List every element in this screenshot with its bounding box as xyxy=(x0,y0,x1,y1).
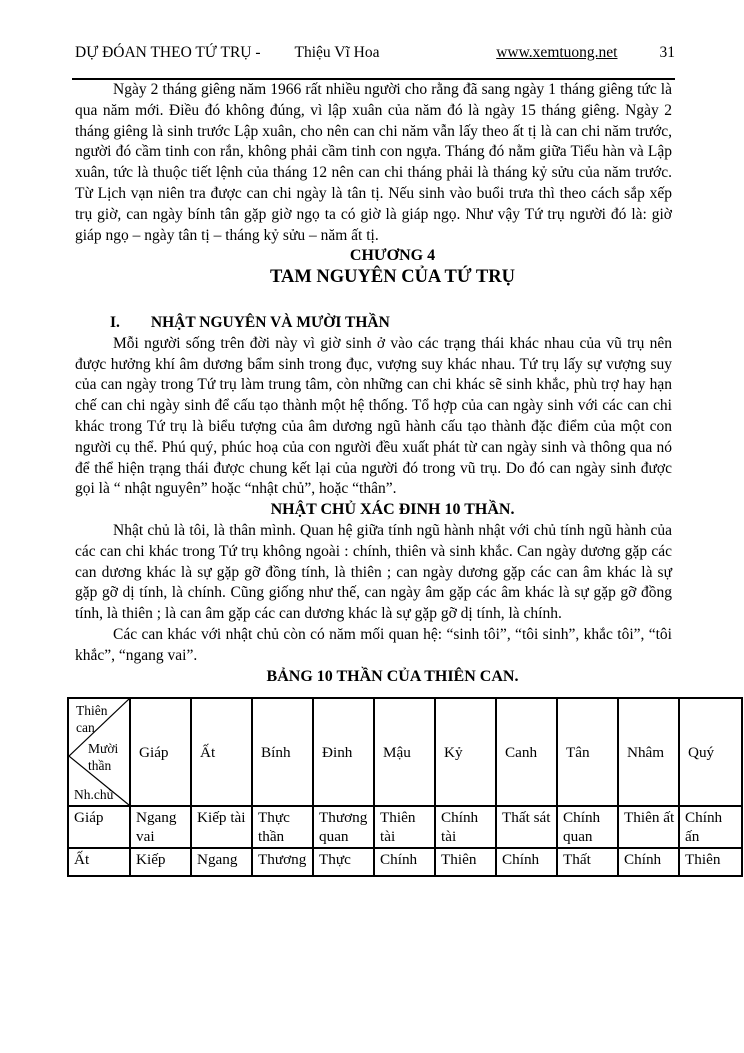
paragraph-2: Mỗi người sống trên đời này vì giờ sinh ở vào các trạng thái khác nhau của vũ trụ nên được hưởng khí âm dương bẩm sinh trong đục, vượng suy khác nhau. Tứ trụ lấy sự vượng suy của can ngày trong Tứ trụ làm trung tâm, còn những can chi khác sẽ sinh khắc, phù trợ hay hạn chế can chi ngày sinh để cấu tạo thành một hệ thống. Tổ hợp của can ngày sinh với các can chi khác trong Tứ trụ là biểu tượng của âm dương ngũ hành cấu tạo thành đặc điểm của một con người cụ thể. Phú quý, phúc hoạ của con người đều xuất phát từ can ngày sinh và thông qua nó để thể hiện trạng thái được chung kết lại của người đó trong vũ trụ. Do đó can ngày sinh được gọi là “ nhật nguyên” hoặc “nhật chủ”, hoặc “thân”. xyxy=(75,334,672,498)
corner-label-muoi-than: Mười thần xyxy=(88,741,119,773)
table-title: BẢNG 10 THẦN CỦA THIÊN CAN. xyxy=(266,667,519,685)
table-cell: Chính xyxy=(374,848,435,876)
book-author: Thiệu Vĩ Hoa xyxy=(294,44,380,61)
table-cell: Thiên ất xyxy=(618,806,679,848)
table-cell: Thiên xyxy=(679,848,742,876)
table-cell: Thực thần xyxy=(252,806,313,848)
corner-label-thien-can: Thiên can xyxy=(76,703,108,735)
row-label: Giáp xyxy=(68,806,130,848)
table-cell: Ngang vai xyxy=(130,806,191,848)
paragraph-3: Nhật chủ là tôi, là thân mình. Quan hệ giữa tính ngũ hành nhật với chủ tính ngũ hành của các can chi khác trong Tứ trụ không ngoài : chính, thiên và sinh khắc. Can ngày dương gặp các can dương khác là sự gặp gỡ đồng tính, là thiên ; can ngày dương gặp các can âm khác là sự gặp gỡ dị tính, là chính. Cũng giống như thế, can ngày âm gặp các âm khác là sự gặp gỡ đồng tính, là thiên ; là can âm gặp các can dương khác là sự gặp gỡ dị tính, là chính. xyxy=(75,521,672,623)
table-cell: Kiếp xyxy=(130,848,191,876)
table-cell: Chính quan xyxy=(557,806,618,848)
subheading: NHẬT CHỦ XÁC ĐINH 10 THẦN. xyxy=(270,501,515,519)
column-header: Giáp xyxy=(130,698,191,806)
table-cell: Thất xyxy=(557,848,618,876)
paragraph-1: Ngày 2 tháng giêng năm 1966 rất nhiều người cho rằng đã sang ngày 1 tháng giêng tức là qua năm mới. Điều đó không đúng, vì lập xuân của năm đó là ngày 15 tháng giêng. Ngày 2 tháng giêng là sinh trước Lập xuân, cho nên can chi năm vẫn lấy theo ất tị là can chi năm trước, người đó cầm tinh con rắn, không phải cầm tinh con ngựa. Tháng đó nằm giữa Tiểu hàn và Lập xuân, tức là thuộc tiết lệnh của tháng 12 nên can chi tháng phải là tháng kỷ sửu của năm trước. Từ Lịch vạn niên tra được can chi ngày là tân tị. Nếu sinh vào buổi trưa thì theo cách sắp xếp trụ giờ, can ngày bính tân gặp giờ ngọ ta có giờ là giáp ngọ. Như vậy Tứ trụ người đó là: giờ giáp ngọ – ngày tân tị – tháng kỷ sửu – năm ất tị. xyxy=(75,81,672,244)
table-row-giap xyxy=(68,806,742,848)
table-cell: Chính xyxy=(618,848,679,876)
table-corner-cell xyxy=(68,698,130,806)
page-body xyxy=(75,80,672,687)
section-heading xyxy=(75,313,672,334)
table-cell: Thiên tài xyxy=(374,806,435,848)
section-number: I. xyxy=(110,313,120,331)
corner-label-nhat-chu: Nh.chủ xyxy=(74,786,114,802)
column-header: Kỷ xyxy=(435,698,496,806)
column-header: Tân xyxy=(557,698,618,806)
paragraph-4: Các can khác với nhật chủ còn có năm mối quan hệ: “sinh tôi”, “tôi sinh”, khắc tôi”, “tôi khắc”, “ngang vai”. xyxy=(75,625,672,664)
chapter-label: CHƯƠNG 4 xyxy=(349,247,436,265)
column-header: Bính xyxy=(252,698,313,806)
website-link[interactable]: www.xemtuong.net xyxy=(496,44,618,61)
book-title: DỰ ĐÓAN THEO TỨ TRỤ - xyxy=(75,44,261,61)
row-label: Ất xyxy=(68,848,130,876)
ten-gods-table xyxy=(67,697,743,877)
page-number: 31 xyxy=(659,44,675,61)
column-header: Canh xyxy=(496,698,557,806)
table-header-row xyxy=(68,698,742,806)
table-cell: Chính tài xyxy=(435,806,496,848)
column-header: Nhâm xyxy=(618,698,679,806)
column-header: Ất xyxy=(191,698,252,806)
table-cell: Chính ấn xyxy=(679,806,742,848)
table-cell: Thiên xyxy=(435,848,496,876)
table-cell: Ngang xyxy=(191,848,252,876)
table-cell: Thương quan xyxy=(313,806,374,848)
chapter-title: TAM NGUYÊN CỦA TỨ TRỤ xyxy=(270,267,515,288)
column-header: Đinh xyxy=(313,698,374,806)
table-cell: Thương xyxy=(252,848,313,876)
table-row-at xyxy=(68,848,742,876)
table-cell: Thực xyxy=(313,848,374,876)
running-header xyxy=(72,0,675,80)
column-header: Mậu xyxy=(374,698,435,806)
table-cell: Chính xyxy=(496,848,557,876)
table-cell: Kiếp tài xyxy=(191,806,252,848)
section-title: NHẬT NGUYÊN VÀ MƯỜI THẦN xyxy=(150,313,390,331)
column-header: Quý xyxy=(679,698,742,806)
table-cell: Thất sát xyxy=(496,806,557,848)
